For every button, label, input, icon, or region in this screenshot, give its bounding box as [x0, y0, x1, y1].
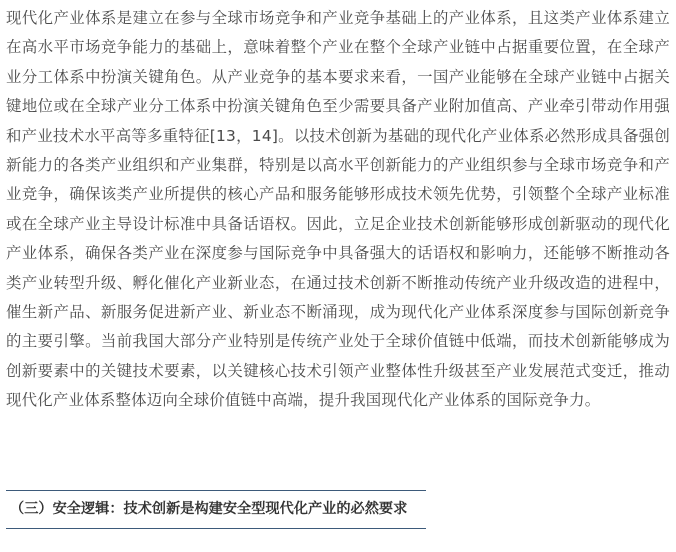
section-heading-text: （三）安全逻辑：技术创新是构建安全型现代化产业的必然要求: [10, 501, 408, 517]
article-body: [6, 4, 670, 416]
section-heading: [6, 490, 426, 529]
body-paragraph: 现代化产业体系是建立在参与全球市场竞争和产业竞争基础上的产业体系，且这类产业体系建立在高水平市场竞争能力的基础上，意味着整个产业在整个全球产业链中占据重要位置，在全球产业分工体系中扮演关键角色。从产业竞争的基本要求来看，一国产业能够在全球产业链中占据关键地位或在全球产业分工体系中扮演关键角色至少需要具备产业附加值高、产业牵引带动作用强和产业技术水平高等多重特征[13，14]。以技术创新为基础的现代化产业体系必然形成具备强创新能力的各类产业组织和产业集群，特别是以高水平创新能力的产业组织参与全球市场竞争和产业竞争，确保该类产业所提供的核心产品和服务能够形成技术领先优势，引领整个全球产业标准或在全球产业主导设计标准中具备话语权。因此，立足企业技术创新能够形成创新驱动的现代化产业体系，确保各类产业在深度参与国际竞争中具备强大的话语权和影响力，还能够不断推动各类产业转型升级、孵化催化产业新业态，在通过技术创新不断推动传统产业升级改造的进程中，催生新产品、新服务促进新产业、新业态不断涌现，成为现代化产业体系深度参与国际创新竞争的主要引擎。当前我国大部分产业特别是传统产业处于全球价值链中低端，而技术创新能够成为创新要素中的关键技术要素，以关键核心技术引领产业整体性升级甚至产业发展范式变迁，推动现代化产业体系整体迈向全球价值链中高端，提升我国现代化产业体系的国际竞争力。: [6, 9, 670, 410]
